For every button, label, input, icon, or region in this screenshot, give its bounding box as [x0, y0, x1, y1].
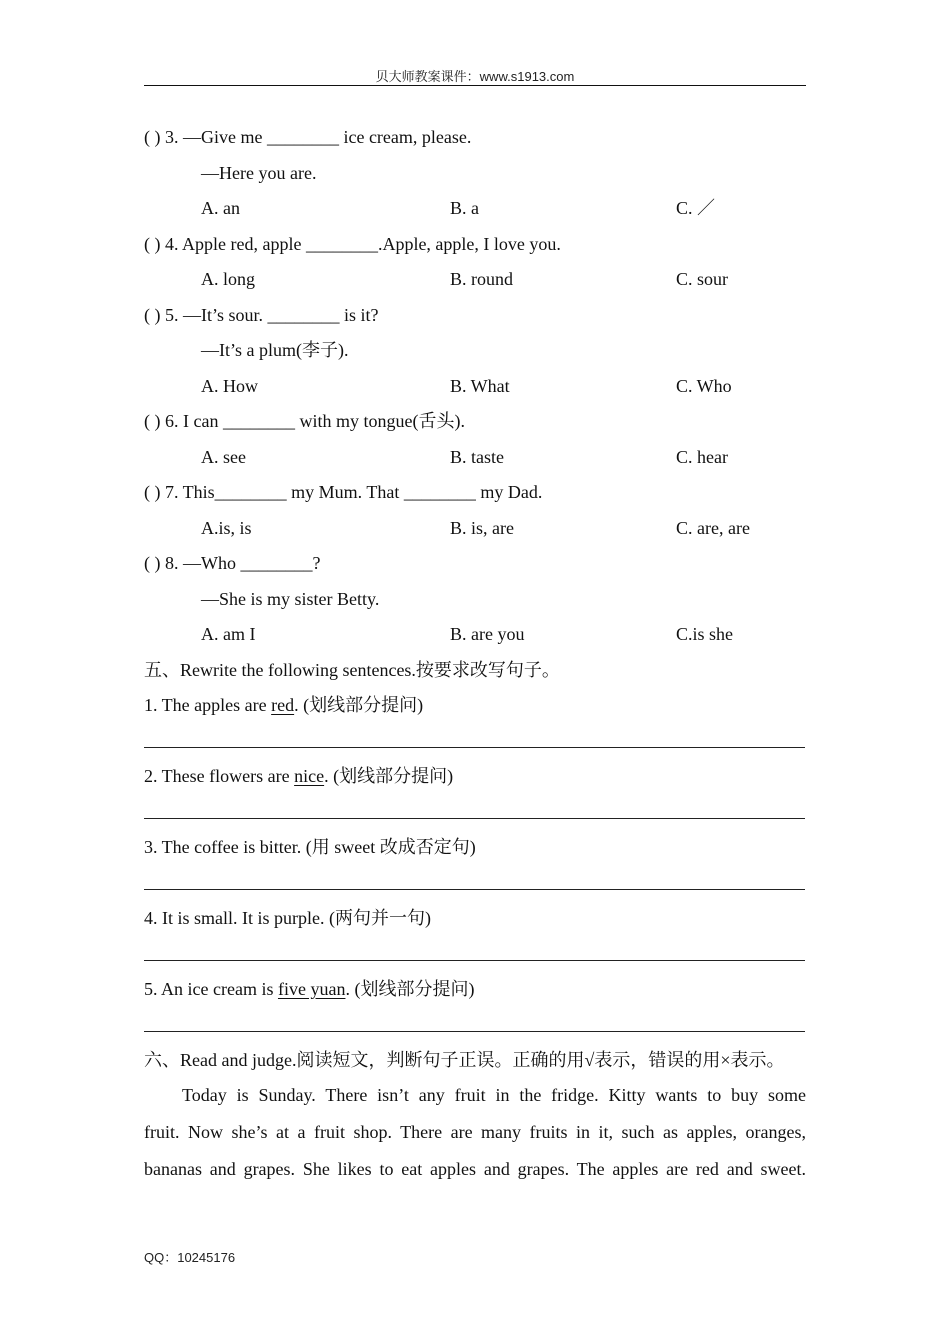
- page-footer: QQ：10245176: [144, 1250, 236, 1265]
- question-7-option-a: A.is, is: [201, 518, 252, 538]
- question-8-stem: ( ) 8. —Who ________?: [144, 553, 321, 573]
- section-5-title: 五、Rewrite the following sentences.按要求改写句子。: [144, 660, 560, 680]
- answer-line-1[interactable]: [144, 747, 805, 748]
- question-3-reply: —Here you are.: [201, 163, 317, 183]
- underlined-word: nice: [294, 766, 325, 786]
- question-8-option-a: A. am I: [201, 624, 256, 644]
- rewrite-item-4: 4. It is small. It is purple. (两句并一句): [144, 908, 431, 928]
- question-6-stem: ( ) 6. I can ________ with my tongue(舌头).: [144, 411, 465, 431]
- question-4-option-a: A. long: [201, 269, 255, 289]
- header-rule: [144, 85, 806, 86]
- question-7-stem: ( ) 7. This________ my Mum. That ________ my Dad.: [144, 482, 543, 502]
- underlined-word: red: [271, 695, 295, 715]
- question-5-reply: —It’s a plum(李子).: [201, 340, 349, 360]
- question-3-option-b: B. a: [450, 198, 479, 218]
- question-8-option-b: B. are you: [450, 624, 525, 644]
- question-4-option-c: C. sour: [676, 269, 729, 289]
- question-7-option-c: C. are, are: [676, 518, 750, 538]
- rewrite-item-2: 2. These flowers are nice. (划线部分提问): [144, 766, 454, 786]
- question-5-option-a: A. How: [201, 376, 258, 396]
- question-7-option-b: B. is, are: [450, 518, 514, 538]
- section-6-title: 六、Read and judge.阅读短文，判断句子正误。正确的用√表示，错误的用×表示。: [144, 1050, 785, 1070]
- rewrite-item-3: 3. The coffee is bitter. (用 sweet 改成否定句): [144, 837, 476, 857]
- question-5-stem: ( ) 5. —It’s sour. ________ is it?: [144, 305, 379, 325]
- question-5-option-c: C. Who: [676, 376, 732, 396]
- question-4-option-b: B. round: [450, 269, 513, 289]
- rewrite-item-1: 1. The apples are red. (划线部分提问): [144, 695, 424, 715]
- reading-passage-line-1: Today is Sunday. There isn’t any fruit in the fridge. Kitty wants to buy some: [182, 1085, 806, 1105]
- rewrite-item-5: 5. An ice cream is five yuan. (划线部分提问): [144, 979, 475, 999]
- answer-line-2[interactable]: [144, 818, 805, 819]
- question-3-stem: ( ) 3. —Give me ________ ice cream, please.: [144, 127, 472, 147]
- question-6-option-c: C. hear: [676, 447, 728, 467]
- answer-line-5[interactable]: [144, 1031, 805, 1032]
- question-3-option-c: C. ／: [676, 198, 716, 218]
- page-header: 贝大师教案课件：www.s1913.com: [375, 69, 575, 84]
- question-8-reply: —She is my sister Betty.: [201, 589, 380, 609]
- question-6-option-b: B. taste: [450, 447, 504, 467]
- underlined-word: five yuan: [277, 979, 346, 999]
- reading-passage-line-2: fruit. Now she’s at a fruit shop. There are many fruits in it, such as apples, oranges,: [144, 1122, 806, 1142]
- question-8-option-c: C.is she: [676, 624, 734, 644]
- question-5-option-b: B. What: [450, 376, 510, 396]
- question-4-stem: ( ) 4. Apple red, apple ________.Apple, apple, I love you.: [144, 234, 561, 254]
- answer-line-3[interactable]: [144, 889, 805, 890]
- question-3-option-a: A. an: [201, 198, 240, 218]
- answer-line-4[interactable]: [144, 960, 805, 961]
- reading-passage-line-3: bananas and grapes. She likes to eat apples and grapes. The apples are red and sweet.: [144, 1159, 806, 1179]
- question-6-option-a: A. see: [201, 447, 246, 467]
